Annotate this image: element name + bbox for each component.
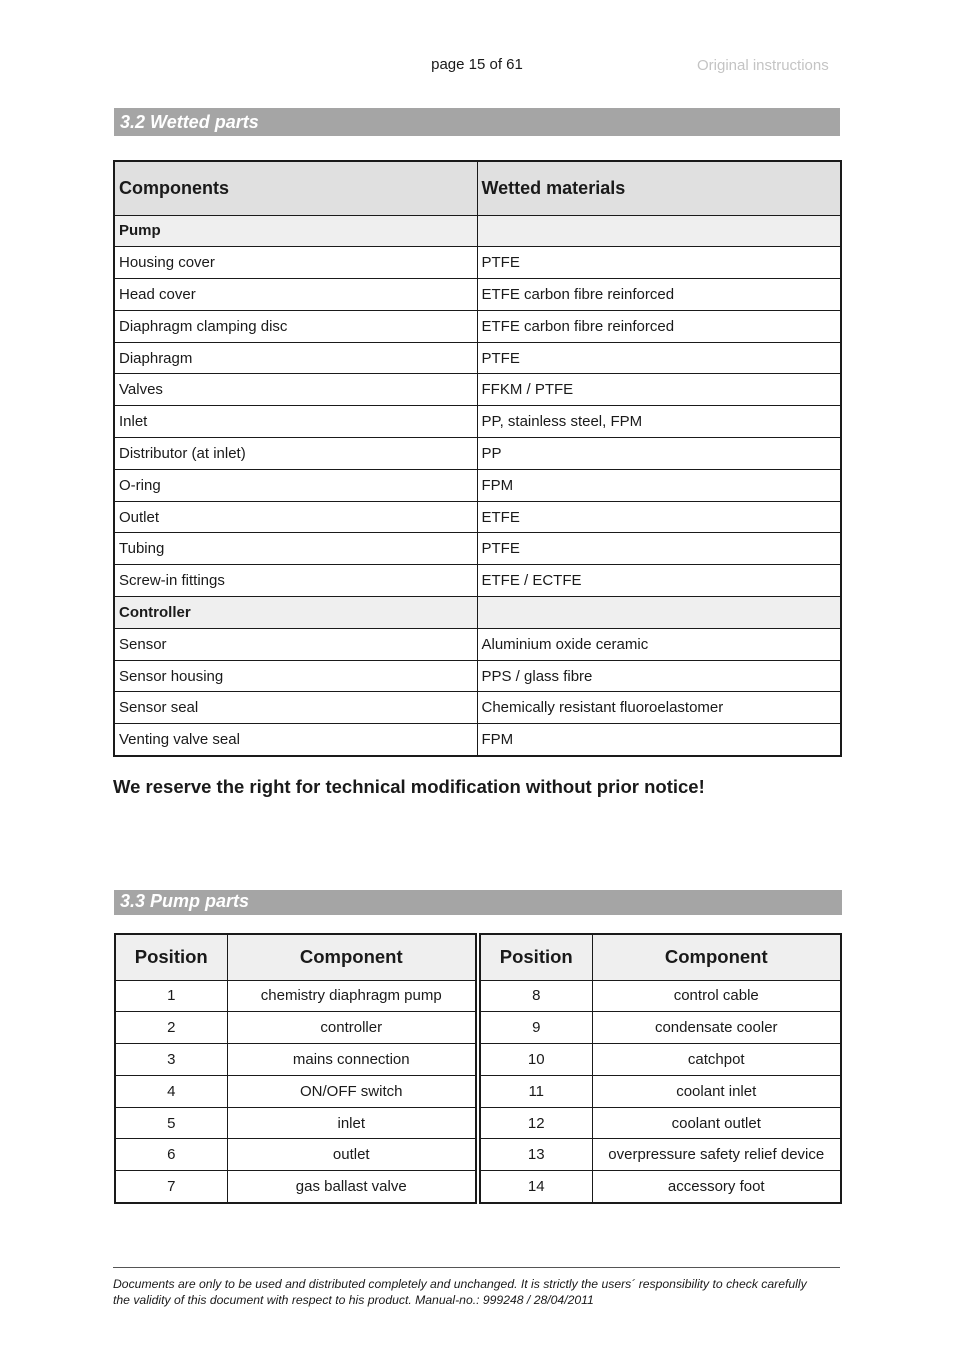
component-cell: controller — [227, 1012, 476, 1044]
component-cell: Sensor seal — [114, 692, 477, 724]
table-row — [480, 1107, 841, 1139]
position-cell: 9 — [480, 1012, 592, 1044]
modification-notice: We reserve the right for technical modification without prior notice! — [113, 776, 705, 797]
component-cell: Distributor (at inlet) — [114, 438, 477, 470]
footer-disclaimer — [113, 1276, 853, 1308]
table-row — [114, 469, 841, 501]
component-cell: Controller — [114, 597, 477, 629]
table-group-row — [114, 597, 841, 629]
table-row — [114, 692, 841, 724]
column-header-component: Component — [227, 934, 476, 980]
component-cell: accessory foot — [592, 1171, 841, 1203]
table-row — [114, 374, 841, 406]
page-number: page 15 of 61 — [431, 56, 523, 73]
material-cell: Chemically resistant fluoroelastomer — [477, 692, 841, 724]
table-group-row — [114, 215, 841, 247]
column-header-position: Position — [480, 934, 592, 980]
document-type-label: Original instructions — [697, 57, 829, 74]
table-row — [480, 1044, 841, 1076]
table-row — [114, 501, 841, 533]
position-cell: 5 — [115, 1107, 227, 1139]
footer-line-1: Documents are only to be used and distributed completely and unchanged. It is strictly the users´ responsibility to check carefully — [113, 1277, 807, 1291]
table-row — [115, 1139, 476, 1171]
position-cell: 13 — [480, 1139, 592, 1171]
table-header-row — [115, 934, 476, 980]
table-row — [115, 1012, 476, 1044]
material-cell: ETFE / ECTFE — [477, 565, 841, 597]
material-cell: PP, stainless steel, FPM — [477, 406, 841, 438]
table-header-row — [480, 934, 841, 980]
table-row — [114, 247, 841, 279]
table-row — [114, 724, 841, 756]
column-header-position: Position — [115, 934, 227, 980]
table-row — [115, 1075, 476, 1107]
component-cell: mains connection — [227, 1044, 476, 1076]
column-header-component: Component — [592, 934, 841, 980]
section-heading-wetted-parts: 3.2 Wetted parts — [114, 108, 840, 136]
table-row — [115, 1107, 476, 1139]
component-cell: Sensor housing — [114, 660, 477, 692]
position-cell: 14 — [480, 1171, 592, 1203]
component-cell: Valves — [114, 374, 477, 406]
material-cell: PP — [477, 438, 841, 470]
component-cell: O-ring — [114, 469, 477, 501]
component-cell: coolant inlet — [592, 1075, 841, 1107]
material-cell: PTFE — [477, 342, 841, 374]
table-row — [114, 310, 841, 342]
table-row — [115, 1044, 476, 1076]
table-row — [480, 1075, 841, 1107]
component-cell: overpressure safety relief device — [592, 1139, 841, 1171]
material-cell — [477, 215, 841, 247]
material-cell: PTFE — [477, 533, 841, 565]
component-cell: Sensor — [114, 628, 477, 660]
table-row — [114, 628, 841, 660]
material-cell — [477, 597, 841, 629]
table-row — [114, 342, 841, 374]
table-header-row — [114, 161, 841, 215]
component-cell: Head cover — [114, 279, 477, 311]
material-cell: PPS / glass fibre — [477, 660, 841, 692]
column-header-components: Components — [114, 161, 477, 215]
table-row — [115, 1171, 476, 1203]
component-cell: chemistry diaphragm pump — [227, 980, 476, 1012]
component-cell: Outlet — [114, 501, 477, 533]
component-cell: ON/OFF switch — [227, 1075, 476, 1107]
wetted-parts-table — [113, 160, 842, 757]
component-cell: outlet — [227, 1139, 476, 1171]
material-cell: Aluminium oxide ceramic — [477, 628, 841, 660]
table-row — [480, 1012, 841, 1044]
position-cell: 10 — [480, 1044, 592, 1076]
position-cell: 8 — [480, 980, 592, 1012]
wetted-parts-rows — [114, 215, 841, 756]
component-cell: Housing cover — [114, 247, 477, 279]
footer-divider — [113, 1267, 840, 1268]
material-cell: FPM — [477, 469, 841, 501]
component-cell: inlet — [227, 1107, 476, 1139]
footer-line-2: the validity of this document with respect to his product. Manual-no.: 999248 / 28/04/2011 — [113, 1293, 594, 1307]
table-row — [480, 980, 841, 1012]
material-cell: ETFE carbon fibre reinforced — [477, 310, 841, 342]
table-row — [114, 406, 841, 438]
component-cell: Screw-in fittings — [114, 565, 477, 597]
table-row — [115, 980, 476, 1012]
position-cell: 2 — [115, 1012, 227, 1044]
component-cell: gas ballast valve — [227, 1171, 476, 1203]
position-cell: 7 — [115, 1171, 227, 1203]
position-cell: 6 — [115, 1139, 227, 1171]
component-cell: Diaphragm clamping disc — [114, 310, 477, 342]
component-cell: coolant outlet — [592, 1107, 841, 1139]
column-header-wetted-materials: Wetted materials — [477, 161, 841, 215]
component-cell: Inlet — [114, 406, 477, 438]
pump-parts-rows-left — [115, 980, 476, 1203]
component-cell: catchpot — [592, 1044, 841, 1076]
table-row — [480, 1139, 841, 1171]
table-row — [480, 1171, 841, 1203]
material-cell: ETFE — [477, 501, 841, 533]
table-row — [114, 533, 841, 565]
pump-parts-rows-right — [480, 980, 841, 1203]
component-cell: Pump — [114, 215, 477, 247]
table-row — [114, 660, 841, 692]
material-cell: FPM — [477, 724, 841, 756]
position-cell: 1 — [115, 980, 227, 1012]
pump-parts-table-right — [479, 933, 842, 1204]
pump-parts-table-left — [114, 933, 477, 1204]
component-cell: condensate cooler — [592, 1012, 841, 1044]
position-cell: 11 — [480, 1075, 592, 1107]
component-cell: control cable — [592, 980, 841, 1012]
table-row — [114, 438, 841, 470]
material-cell: ETFE carbon fibre reinforced — [477, 279, 841, 311]
position-cell: 3 — [115, 1044, 227, 1076]
table-row — [114, 565, 841, 597]
component-cell: Venting valve seal — [114, 724, 477, 756]
section-heading-pump-parts: 3.3 Pump parts — [114, 890, 842, 915]
table-row — [114, 279, 841, 311]
position-cell: 4 — [115, 1075, 227, 1107]
component-cell: Tubing — [114, 533, 477, 565]
material-cell: FFKM / PTFE — [477, 374, 841, 406]
component-cell: Diaphragm — [114, 342, 477, 374]
position-cell: 12 — [480, 1107, 592, 1139]
material-cell: PTFE — [477, 247, 841, 279]
